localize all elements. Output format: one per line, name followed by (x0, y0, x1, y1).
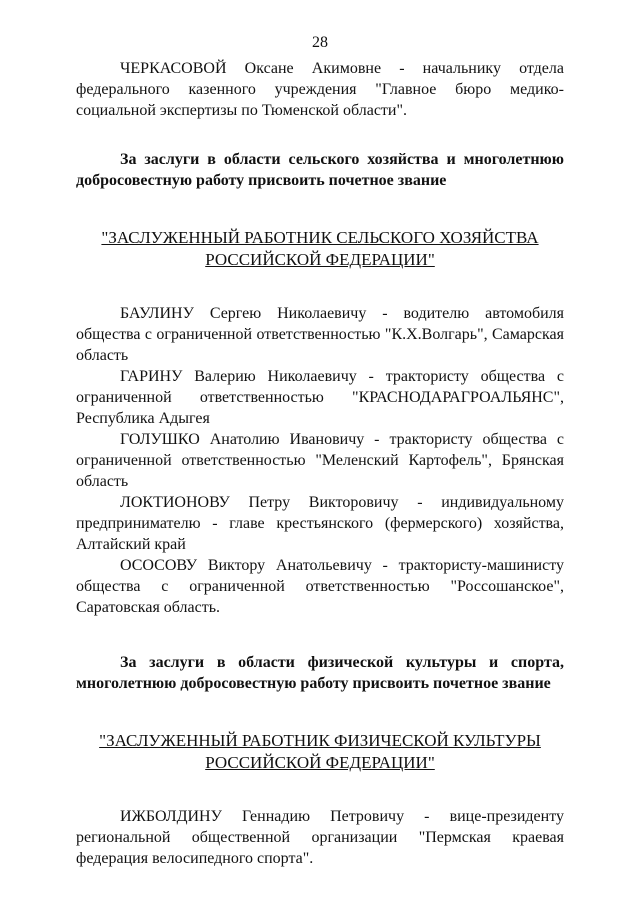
title-agriculture-line2: РОССИЙСКОЙ ФЕДЕРАЦИИ" (205, 250, 435, 269)
award-entry: ГОЛУШКО Анатолию Ивановичу - трактористу общества с ограниченной ответственностью "Меленский Картофель", Брянская область (76, 431, 564, 490)
award-entry: БАУЛИНУ Сергею Николаевичу - водителю автомобиля общества с ограниченной ответственностью "К.Х.Волгарь", Самарская область (76, 305, 564, 364)
section-heading-sport: За заслуги в области физической культуры и спорта, многолетнюю добросовестную работу присвоить почетное звание (76, 654, 564, 692)
page-number: 28 (312, 34, 328, 51)
document-body (76, 58, 564, 869)
title-sport-line2: РОССИЙСКОЙ ФЕДЕРАЦИИ" (205, 753, 435, 772)
award-entry: ИЖБОЛДИНУ Геннадию Петровичу - вице-президенту региональной общественной организации "Пермская краевая федерация велосипедного спорта". (76, 808, 564, 867)
title-sport (76, 730, 564, 774)
award-entry: ГАРИНУ Валерию Николаевичу - трактористу общества с ограниченной ответственностью "КРАСНОДАРАГРОАЛЬЯНС", Республика Адыгея (76, 368, 564, 427)
title-agriculture-line1: "ЗАСЛУЖЕННЫЙ РАБОТНИК СЕЛЬСКОГО ХОЗЯЙСТВА (101, 228, 539, 247)
award-entry: ОСОСОВУ Виктору Анатольевичу - трактористу-машинисту общества с ограниченной ответственностью "Россошанское", Саратовская область. (76, 557, 564, 616)
section-heading-agriculture: За заслуги в области сельского хозяйства и многолетнюю добросовестную работу присвоить почетное звание (76, 151, 564, 189)
award-entry: ЛОКТИОНОВУ Петру Викторовичу - индивидуальному предпринимателю - главе крестьянского (фермерского) хозяйства, Алтайский край (76, 494, 564, 553)
title-agriculture (76, 227, 564, 271)
intro-paragraph: ЧЕРКАСОВОЙ Оксане Акимовне - начальнику отдела федерального казенного учреждения "Главное бюро медико-социальной экспертизы по Тюменской области". (76, 60, 564, 119)
title-sport-line1: "ЗАСЛУЖЕННЫЙ РАБОТНИК ФИЗИЧЕСКОЙ КУЛЬТУРЫ (99, 731, 541, 750)
